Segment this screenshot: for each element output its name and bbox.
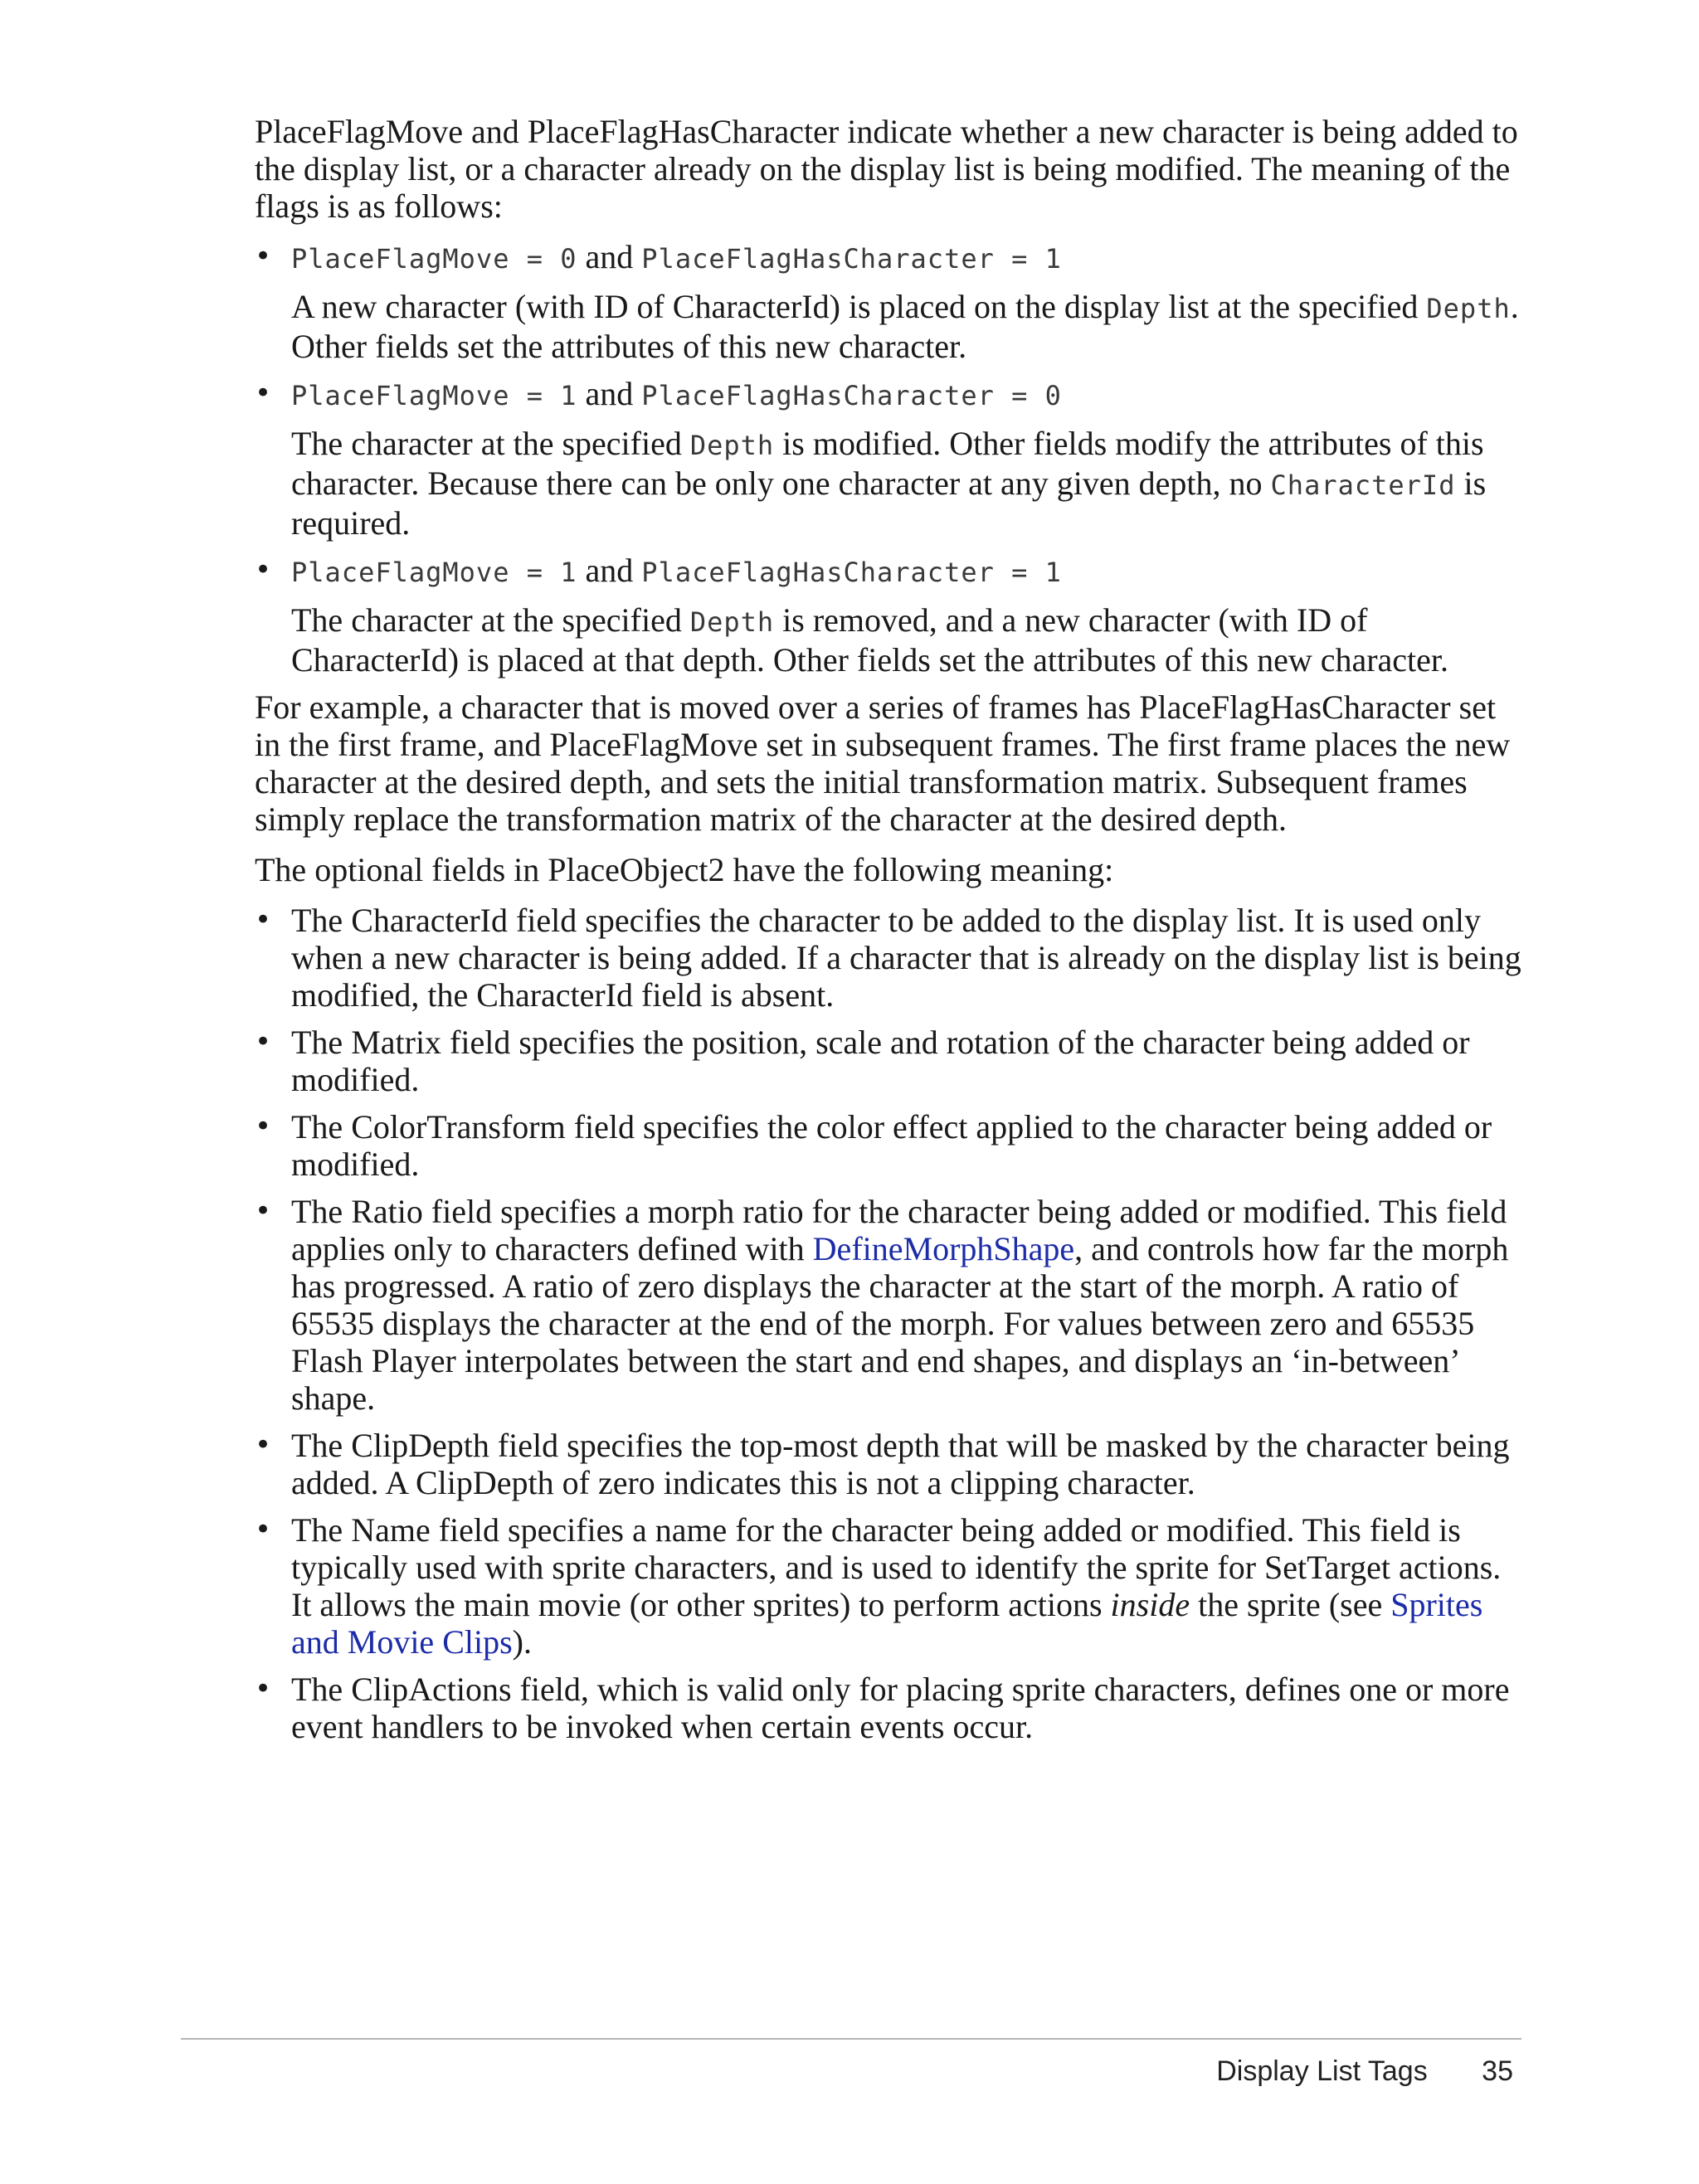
intro-paragraph: PlaceFlagMove and PlaceFlagHasCharacter indicate whether a new character is being added to the display list, or a character already on the display list is being modified. The meaning of the flags is as follows:: [255, 113, 1518, 225]
page-number: 35: [1482, 2055, 1513, 2087]
bullet-icon: •: [255, 1513, 272, 1546]
joiner-text: and: [585, 375, 634, 412]
flag-description: [291, 288, 1524, 365]
flag-condition: [291, 238, 1524, 278]
flag-combinations-list: [255, 238, 1524, 679]
bullet-icon: •: [255, 1194, 272, 1228]
desc-text: A new character (with ID of CharacterId) is placed on the display list at the specified: [291, 288, 1419, 325]
field-ratio-text-cont: , and controls how far the morph has progressed. A ratio of zero displays the character at the start of the morph. A ratio of 65535 displays the character at the end of the morph. For values between zero and 65535 Flash Player interpolates between the start and end shapes, and displays an ‘in-between’ shape.: [291, 1230, 1509, 1417]
code-flag-move: PlaceFlagMove = 1: [291, 557, 577, 588]
code-flag-has-character: PlaceFlagHasCharacter = 0: [641, 380, 1062, 411]
list-item: [255, 375, 1524, 542]
desc-text: is modified. Other fields modify the attributes of this character. Because there can be only one character at any given depth, no: [291, 425, 1484, 502]
code-depth: Depth: [689, 606, 775, 638]
flag-description: [291, 425, 1524, 542]
code-flag-move: PlaceFlagMove = 0: [291, 243, 577, 275]
optional-fields-intro: The optional fields in PlaceObject2 have the following meaning:: [255, 851, 1114, 888]
footer-section-title: Display List Tags: [1216, 2055, 1428, 2087]
list-item: [255, 902, 1524, 1014]
bullet-icon: •: [255, 240, 272, 273]
page-body: [255, 113, 1524, 1755]
field-colortransform-text: The ColorTransform field specifies the color effect applied to the character being added or modified.: [291, 1108, 1492, 1183]
flag-condition: [291, 552, 1524, 591]
example-paragraph: For example, a character that is moved over a series of frames has PlaceFlagHasCharacter set in the first frame, and PlaceFlagMove set in subsequent frames. The first frame places the new character at the desired depth, and sets the initial transformation matrix. Subsequent frames simply replace the transformation matrix of the character at the desired depth.: [255, 688, 1511, 838]
code-flag-has-character: PlaceFlagHasCharacter = 1: [641, 243, 1062, 275]
list-item: [255, 1193, 1524, 1417]
joiner-text: and: [585, 238, 634, 275]
field-characterid-text: The CharacterId field specifies the character to be added to the display list. It is used only when a new character is being added. If a character that is already on the display list is being modified, the CharacterId field is absent.: [291, 902, 1521, 1014]
joiner-text: and: [585, 552, 634, 589]
code-depth: Depth: [689, 430, 775, 461]
desc-text: The character at the specified: [291, 425, 682, 462]
field-matrix-text: The Matrix field specifies the position, scale and rotation of the character being added or modified.: [291, 1024, 1470, 1098]
code-flag-has-character: PlaceFlagHasCharacter = 1: [641, 557, 1062, 588]
code-characterid: CharacterId: [1270, 469, 1456, 501]
list-item: [255, 1671, 1524, 1745]
optional-fields-list: [255, 902, 1524, 1745]
field-clipactions-text: The ClipActions field, which is valid only for placing sprite characters, defines one or more event handlers to be invoked when certain events occur.: [291, 1671, 1510, 1745]
link-definemorphshape[interactable]: DefineMorphShape: [812, 1230, 1075, 1267]
bullet-icon: •: [255, 1428, 272, 1462]
desc-text: is required.: [291, 465, 1487, 542]
bullet-icon: •: [255, 377, 272, 410]
bullet-icon: •: [255, 553, 272, 586]
link-sprites-and-movie-clips[interactable]: Sprites and Movie Clips: [291, 1586, 1483, 1661]
code-depth: Depth: [1426, 293, 1511, 324]
field-name-text-end: ).: [512, 1623, 532, 1661]
field-ratio-text: The Ratio field specifies a morph ratio for the character being added or modified. This field applies only to characters defined with: [291, 1193, 1507, 1267]
list-item: [255, 1511, 1524, 1661]
field-name-text-cont: the sprite (see: [1190, 1586, 1391, 1623]
flag-condition: [291, 375, 1524, 415]
flag-description: [291, 601, 1524, 679]
desc-text: The character at the specified: [291, 601, 682, 639]
bullet-icon: •: [255, 903, 272, 936]
list-item: [255, 1024, 1524, 1098]
desc-text: is removed, and a new character (with ID of CharacterId) is placed at that depth. Other fields set the attributes of this new character.: [291, 601, 1449, 679]
footer-divider: [181, 2038, 1521, 2040]
list-item: [255, 238, 1524, 365]
emphasis-inside: inside: [1110, 1586, 1190, 1623]
desc-text: . Other fields set the attributes of this new character.: [291, 288, 1519, 365]
bullet-icon: •: [255, 1025, 272, 1058]
page-footer: [1216, 2055, 1513, 2088]
list-item: [255, 1427, 1524, 1501]
code-flag-move: PlaceFlagMove = 1: [291, 380, 577, 411]
bullet-icon: •: [255, 1110, 272, 1143]
list-item: [255, 1108, 1524, 1183]
bullet-icon: •: [255, 1672, 272, 1705]
field-name-text: The Name field specifies a name for the character being added or modified. This field is typically used with sprite characters, and is used to identify the sprite for SetTarget actions. It allows the main movie (or other sprites) to perform actions: [291, 1511, 1502, 1623]
list-item: [255, 552, 1524, 679]
field-clipdepth-text: The ClipDepth field specifies the top-most depth that will be masked by the character being added. A ClipDepth of zero indicates this is not a clipping character.: [291, 1427, 1510, 1501]
